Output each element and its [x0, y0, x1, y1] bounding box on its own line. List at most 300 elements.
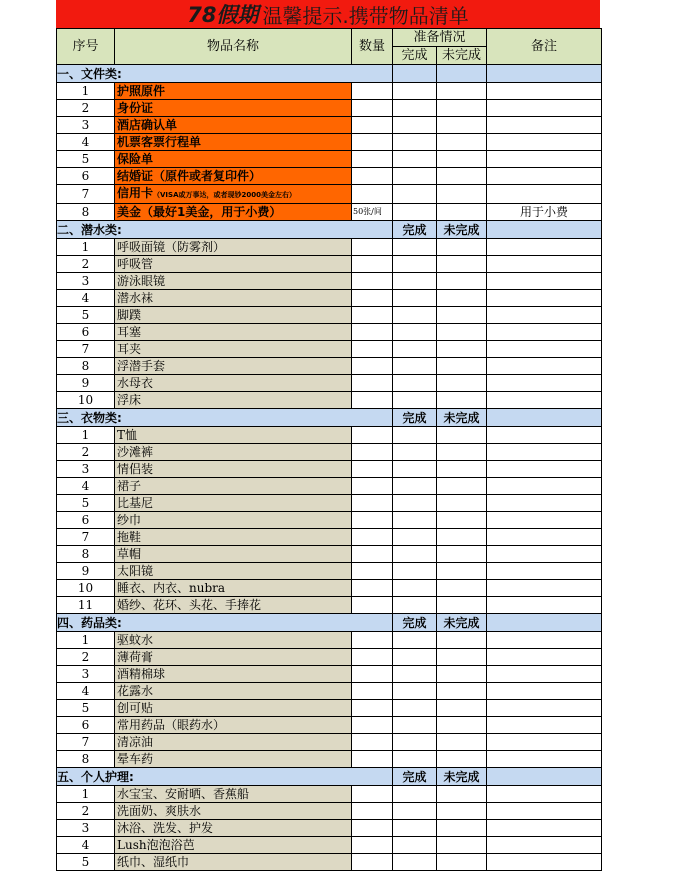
- item-name-text: 洗面奶、爽肤水: [117, 804, 202, 818]
- item-qty[interactable]: [352, 83, 393, 100]
- item-name: [115, 751, 352, 768]
- item-qty[interactable]: [352, 307, 393, 324]
- section-status-done: 完成: [393, 409, 437, 427]
- item-name: [115, 256, 352, 273]
- item-done-cell[interactable]: [393, 204, 437, 221]
- item-undone-cell[interactable]: [437, 117, 487, 134]
- item-name: [115, 461, 352, 478]
- item-number: 8: [57, 751, 115, 768]
- item-note[interactable]: [487, 117, 602, 134]
- item-number: 2: [57, 803, 115, 820]
- item-done-cell[interactable]: [393, 786, 437, 803]
- item-name-text: 脚蹼: [117, 308, 142, 322]
- item-undone-cell[interactable]: [437, 239, 487, 256]
- item-number: 10: [57, 392, 115, 409]
- item-note[interactable]: [487, 239, 602, 256]
- item-name: [115, 204, 352, 221]
- table-row: [57, 341, 602, 358]
- item-undone-cell[interactable]: [437, 495, 487, 512]
- item-number: 4: [57, 478, 115, 495]
- item-number: 11: [57, 597, 115, 614]
- item-name: [115, 734, 352, 751]
- item-note[interactable]: [487, 512, 602, 529]
- header-qty: 数量: [352, 29, 393, 65]
- item-done-cell[interactable]: [393, 580, 437, 597]
- item-qty[interactable]: [352, 751, 393, 768]
- item-number: 6: [57, 717, 115, 734]
- item-qty[interactable]: [352, 529, 393, 546]
- item-number: 1: [57, 427, 115, 444]
- item-note[interactable]: [487, 290, 602, 307]
- table-row: [57, 100, 602, 117]
- item-note[interactable]: [487, 734, 602, 751]
- item-done-cell[interactable]: [393, 495, 437, 512]
- item-number: 4: [57, 290, 115, 307]
- item-number: 7: [57, 341, 115, 358]
- table-row: [57, 580, 602, 597]
- item-done-cell[interactable]: [393, 717, 437, 734]
- item-undone-cell[interactable]: [437, 580, 487, 597]
- item-undone-cell[interactable]: [437, 185, 487, 204]
- item-name: [115, 546, 352, 563]
- item-undone-cell[interactable]: [437, 134, 487, 151]
- item-undone-cell[interactable]: [437, 700, 487, 717]
- item-done-cell[interactable]: [393, 751, 437, 768]
- item-qty[interactable]: [352, 837, 393, 854]
- table-row: [57, 375, 602, 392]
- item-done-cell[interactable]: [393, 427, 437, 444]
- item-undone-cell[interactable]: [437, 324, 487, 341]
- item-number: 3: [57, 461, 115, 478]
- item-name: [115, 307, 352, 324]
- item-note[interactable]: [487, 83, 602, 100]
- table-row: [57, 529, 602, 546]
- item-qty[interactable]: [352, 683, 393, 700]
- item-done-cell[interactable]: [393, 100, 437, 117]
- item-name: [115, 168, 352, 185]
- item-done-cell[interactable]: [393, 134, 437, 151]
- item-number: 6: [57, 512, 115, 529]
- table-row: [57, 632, 602, 649]
- item-done-cell[interactable]: [393, 666, 437, 683]
- item-note[interactable]: [487, 597, 602, 614]
- item-done-cell[interactable]: [393, 700, 437, 717]
- item-number: 9: [57, 563, 115, 580]
- item-number: 7: [57, 529, 115, 546]
- item-name-text: 睡衣、内衣、nubra: [117, 581, 226, 595]
- item-name-subtext: （VISA或万事达，或者现钞2000美金左右）: [153, 191, 296, 199]
- item-name-text: 婚纱、花环、头花、手捧花: [117, 598, 262, 612]
- item-note[interactable]: [487, 717, 602, 734]
- item-qty[interactable]: [352, 375, 393, 392]
- item-qty[interactable]: [352, 597, 393, 614]
- section-status-undone: 未完成: [437, 409, 487, 427]
- item-name-text: 裙子: [117, 479, 142, 493]
- item-done-cell[interactable]: [393, 307, 437, 324]
- item-number: 2: [57, 256, 115, 273]
- item-done-cell[interactable]: [393, 649, 437, 666]
- item-qty[interactable]: [352, 324, 393, 341]
- item-done-cell[interactable]: [393, 341, 437, 358]
- item-note[interactable]: [487, 358, 602, 375]
- item-done-cell[interactable]: [393, 392, 437, 409]
- section-note-blank: [487, 409, 602, 427]
- item-note[interactable]: [487, 837, 602, 854]
- item-done-cell[interactable]: [393, 185, 437, 204]
- item-qty[interactable]: [352, 512, 393, 529]
- item-done-cell[interactable]: [393, 632, 437, 649]
- item-undone-cell[interactable]: [437, 375, 487, 392]
- item-note[interactable]: [487, 820, 602, 837]
- item-undone-cell[interactable]: [437, 273, 487, 290]
- item-qty[interactable]: [352, 734, 393, 751]
- item-done-cell[interactable]: [393, 273, 437, 290]
- table-row: [57, 185, 602, 204]
- item-note[interactable]: [487, 632, 602, 649]
- item-name-text: 呼吸面镜（防雾剂）: [117, 240, 226, 254]
- header-prep: 准备情况: [393, 29, 487, 47]
- item-name: [115, 512, 352, 529]
- item-done-cell[interactable]: [393, 256, 437, 273]
- item-qty[interactable]: [352, 563, 393, 580]
- item-number: 5: [57, 151, 115, 168]
- table-row: [57, 563, 602, 580]
- item-note[interactable]: [487, 478, 602, 495]
- item-number: 1: [57, 632, 115, 649]
- item-number: 7: [57, 734, 115, 751]
- item-qty[interactable]: [352, 239, 393, 256]
- item-note[interactable]: [487, 580, 602, 597]
- table-row: [57, 751, 602, 768]
- table-row: [57, 597, 602, 614]
- item-name-text: 薄荷膏: [117, 650, 154, 664]
- item-name-text: 驱蚊水: [117, 633, 154, 647]
- item-qty[interactable]: [352, 546, 393, 563]
- item-number: 2: [57, 444, 115, 461]
- header-undone: 未完成: [437, 47, 487, 65]
- item-undone-cell[interactable]: [437, 444, 487, 461]
- item-number: 2: [57, 649, 115, 666]
- table-row: [57, 649, 602, 666]
- item-number: 8: [57, 204, 115, 221]
- item-done-cell[interactable]: [393, 117, 437, 134]
- item-name: [115, 666, 352, 683]
- item-name: [115, 786, 352, 803]
- item-undone-cell[interactable]: [437, 786, 487, 803]
- item-name: [115, 100, 352, 117]
- item-done-cell[interactable]: [393, 854, 437, 871]
- item-name: [115, 717, 352, 734]
- item-qty[interactable]: [352, 134, 393, 151]
- item-name-text: 身份证: [117, 101, 154, 115]
- item-name: [115, 151, 352, 168]
- item-note[interactable]: [487, 256, 602, 273]
- item-undone-cell[interactable]: [437, 256, 487, 273]
- item-name-text: 草帽: [117, 547, 142, 561]
- item-done-cell[interactable]: [393, 820, 437, 837]
- header-done: 完成: [393, 47, 437, 65]
- item-name: [115, 803, 352, 820]
- item-name: [115, 341, 352, 358]
- section-title: 五、个人护理:: [57, 768, 393, 786]
- section-status-done: [393, 65, 437, 83]
- item-qty[interactable]: [352, 256, 393, 273]
- item-qty[interactable]: [352, 820, 393, 837]
- item-name: [115, 324, 352, 341]
- item-done-cell[interactable]: [393, 444, 437, 461]
- item-undone-cell[interactable]: [437, 341, 487, 358]
- table-row: [57, 444, 602, 461]
- item-note[interactable]: [487, 786, 602, 803]
- section-note-blank: [487, 65, 602, 83]
- item-note[interactable]: [487, 700, 602, 717]
- item-name-text: 清凉油: [117, 735, 154, 749]
- item-qty[interactable]: [352, 580, 393, 597]
- item-name-text: 晕车药: [117, 752, 154, 766]
- item-undone-cell[interactable]: [437, 512, 487, 529]
- item-undone-cell[interactable]: [437, 632, 487, 649]
- item-number: 3: [57, 273, 115, 290]
- item-name: [115, 392, 352, 409]
- item-number: 4: [57, 134, 115, 151]
- item-qty[interactable]: [352, 649, 393, 666]
- item-undone-cell[interactable]: [437, 478, 487, 495]
- item-undone-cell[interactable]: [437, 717, 487, 734]
- item-qty[interactable]: [352, 168, 393, 185]
- item-name-text: 纸巾、湿纸巾: [117, 855, 190, 869]
- item-note[interactable]: [487, 392, 602, 409]
- item-qty[interactable]: [352, 786, 393, 803]
- item-undone-cell[interactable]: [437, 734, 487, 751]
- item-qty[interactable]: [352, 273, 393, 290]
- item-undone-cell[interactable]: [437, 151, 487, 168]
- item-name-text: 太阳镜: [117, 564, 154, 578]
- table-row: [57, 495, 602, 512]
- item-note[interactable]: [487, 307, 602, 324]
- item-done-cell[interactable]: [393, 734, 437, 751]
- item-note[interactable]: [487, 100, 602, 117]
- item-qty[interactable]: [352, 151, 393, 168]
- item-qty[interactable]: [352, 290, 393, 307]
- item-name-text: 水母衣: [117, 376, 154, 390]
- item-number: 2: [57, 100, 115, 117]
- item-qty[interactable]: [352, 700, 393, 717]
- item-number: 3: [57, 117, 115, 134]
- item-done-cell[interactable]: [393, 461, 437, 478]
- item-undone-cell[interactable]: [437, 392, 487, 409]
- item-name-text: 游泳眼镜: [117, 274, 166, 288]
- item-done-cell[interactable]: [393, 597, 437, 614]
- table-row: [57, 854, 602, 871]
- item-name: [115, 495, 352, 512]
- item-done-cell[interactable]: [393, 324, 437, 341]
- table-row: [57, 83, 602, 100]
- table-row: [57, 168, 602, 185]
- item-note[interactable]: [487, 341, 602, 358]
- item-undone-cell[interactable]: [437, 83, 487, 100]
- item-qty[interactable]: [352, 854, 393, 871]
- item-name: [115, 444, 352, 461]
- item-undone-cell[interactable]: [437, 461, 487, 478]
- item-undone-cell[interactable]: [437, 597, 487, 614]
- item-note[interactable]: [487, 529, 602, 546]
- item-note[interactable]: [487, 273, 602, 290]
- item-note[interactable]: [487, 134, 602, 151]
- item-name-text: 机票客票行程单: [117, 135, 202, 149]
- item-name: [115, 478, 352, 495]
- item-undone-cell[interactable]: [437, 168, 487, 185]
- title-banner: [56, 0, 600, 28]
- item-name-text: 拖鞋: [117, 530, 142, 544]
- item-qty[interactable]: [352, 100, 393, 117]
- item-undone-cell[interactable]: [437, 358, 487, 375]
- item-note[interactable]: [487, 427, 602, 444]
- item-name-text: 保险单: [117, 152, 154, 166]
- item-note[interactable]: 用于小费: [487, 204, 602, 221]
- item-name-text: 护照原件: [117, 84, 166, 98]
- item-qty[interactable]: [352, 632, 393, 649]
- item-done-cell[interactable]: [393, 168, 437, 185]
- table-row: [57, 307, 602, 324]
- item-note[interactable]: [487, 185, 602, 204]
- item-qty[interactable]: [352, 427, 393, 444]
- table-row: [57, 427, 602, 444]
- item-number: 7: [57, 185, 115, 204]
- item-note[interactable]: [487, 375, 602, 392]
- item-note[interactable]: [487, 444, 602, 461]
- table-row: [57, 290, 602, 307]
- item-qty[interactable]: [352, 392, 393, 409]
- item-undone-cell[interactable]: [437, 649, 487, 666]
- item-qty[interactable]: [352, 461, 393, 478]
- item-undone-cell[interactable]: [437, 854, 487, 871]
- item-done-cell[interactable]: [393, 803, 437, 820]
- item-undone-cell[interactable]: [437, 837, 487, 854]
- item-undone-cell[interactable]: [437, 100, 487, 117]
- item-qty[interactable]: [352, 341, 393, 358]
- item-undone-cell[interactable]: [437, 427, 487, 444]
- item-number: 10: [57, 580, 115, 597]
- item-done-cell[interactable]: [393, 529, 437, 546]
- item-name-text: 耳塞: [117, 325, 142, 339]
- item-undone-cell[interactable]: [437, 683, 487, 700]
- item-number: 4: [57, 683, 115, 700]
- item-undone-cell[interactable]: [437, 820, 487, 837]
- item-qty[interactable]: [352, 666, 393, 683]
- item-qty[interactable]: [352, 358, 393, 375]
- item-done-cell[interactable]: [393, 239, 437, 256]
- item-done-cell[interactable]: [393, 683, 437, 700]
- item-done-cell[interactable]: [393, 563, 437, 580]
- item-note[interactable]: [487, 495, 602, 512]
- item-name-text: 常用药品（眼药水）: [117, 718, 226, 732]
- item-number: 1: [57, 83, 115, 100]
- item-name: [115, 820, 352, 837]
- item-undone-cell[interactable]: [437, 803, 487, 820]
- checklist-table: [56, 28, 602, 871]
- item-note[interactable]: [487, 751, 602, 768]
- item-number: 1: [57, 239, 115, 256]
- item-number: 5: [57, 854, 115, 871]
- table-row: [57, 683, 602, 700]
- item-undone-cell[interactable]: [437, 751, 487, 768]
- item-undone-cell[interactable]: [437, 307, 487, 324]
- item-name: [115, 134, 352, 151]
- item-done-cell[interactable]: [393, 290, 437, 307]
- item-note[interactable]: [487, 151, 602, 168]
- item-name-text: 创可贴: [117, 701, 154, 715]
- item-qty[interactable]: [352, 717, 393, 734]
- item-note[interactable]: [487, 666, 602, 683]
- item-note[interactable]: [487, 461, 602, 478]
- item-done-cell[interactable]: [393, 83, 437, 100]
- item-number: 6: [57, 324, 115, 341]
- item-undone-cell[interactable]: [437, 546, 487, 563]
- table-row: [57, 786, 602, 803]
- table-row: [57, 273, 602, 290]
- item-note[interactable]: [487, 803, 602, 820]
- item-done-cell[interactable]: [393, 358, 437, 375]
- item-undone-cell[interactable]: [437, 666, 487, 683]
- item-name: [115, 358, 352, 375]
- item-name-text: 沙滩裤: [117, 445, 154, 459]
- item-undone-cell[interactable]: [437, 204, 487, 221]
- item-done-cell[interactable]: [393, 837, 437, 854]
- item-done-cell[interactable]: [393, 478, 437, 495]
- item-qty[interactable]: [352, 117, 393, 134]
- item-name: [115, 83, 352, 100]
- item-qty[interactable]: [352, 803, 393, 820]
- table-row: [57, 803, 602, 820]
- table-row: [57, 256, 602, 273]
- item-name: [115, 529, 352, 546]
- item-name: [115, 563, 352, 580]
- table-row: [57, 204, 602, 221]
- item-note[interactable]: [487, 168, 602, 185]
- item-note[interactable]: [487, 854, 602, 871]
- item-qty[interactable]: [352, 478, 393, 495]
- section-status-undone: 未完成: [437, 221, 487, 239]
- item-note[interactable]: [487, 683, 602, 700]
- section-header: [57, 221, 602, 239]
- item-undone-cell[interactable]: [437, 563, 487, 580]
- section-status-done: 完成: [393, 221, 437, 239]
- item-note[interactable]: [487, 649, 602, 666]
- item-number: 3: [57, 820, 115, 837]
- table-row: [57, 239, 602, 256]
- item-number: 5: [57, 307, 115, 324]
- item-name: [115, 375, 352, 392]
- item-done-cell[interactable]: [393, 512, 437, 529]
- item-qty[interactable]: [352, 444, 393, 461]
- item-done-cell[interactable]: [393, 375, 437, 392]
- item-done-cell[interactable]: [393, 546, 437, 563]
- item-note[interactable]: [487, 563, 602, 580]
- item-name: [115, 185, 352, 204]
- item-qty[interactable]: [352, 495, 393, 512]
- section-header: [57, 409, 602, 427]
- item-note[interactable]: [487, 324, 602, 341]
- item-done-cell[interactable]: [393, 151, 437, 168]
- item-name-text: 比基尼: [117, 496, 154, 510]
- item-qty[interactable]: 50张/间: [352, 204, 393, 221]
- item-note[interactable]: [487, 546, 602, 563]
- item-undone-cell[interactable]: [437, 290, 487, 307]
- item-undone-cell[interactable]: [437, 529, 487, 546]
- item-number: 1: [57, 786, 115, 803]
- item-name: [115, 632, 352, 649]
- item-qty[interactable]: [352, 185, 393, 204]
